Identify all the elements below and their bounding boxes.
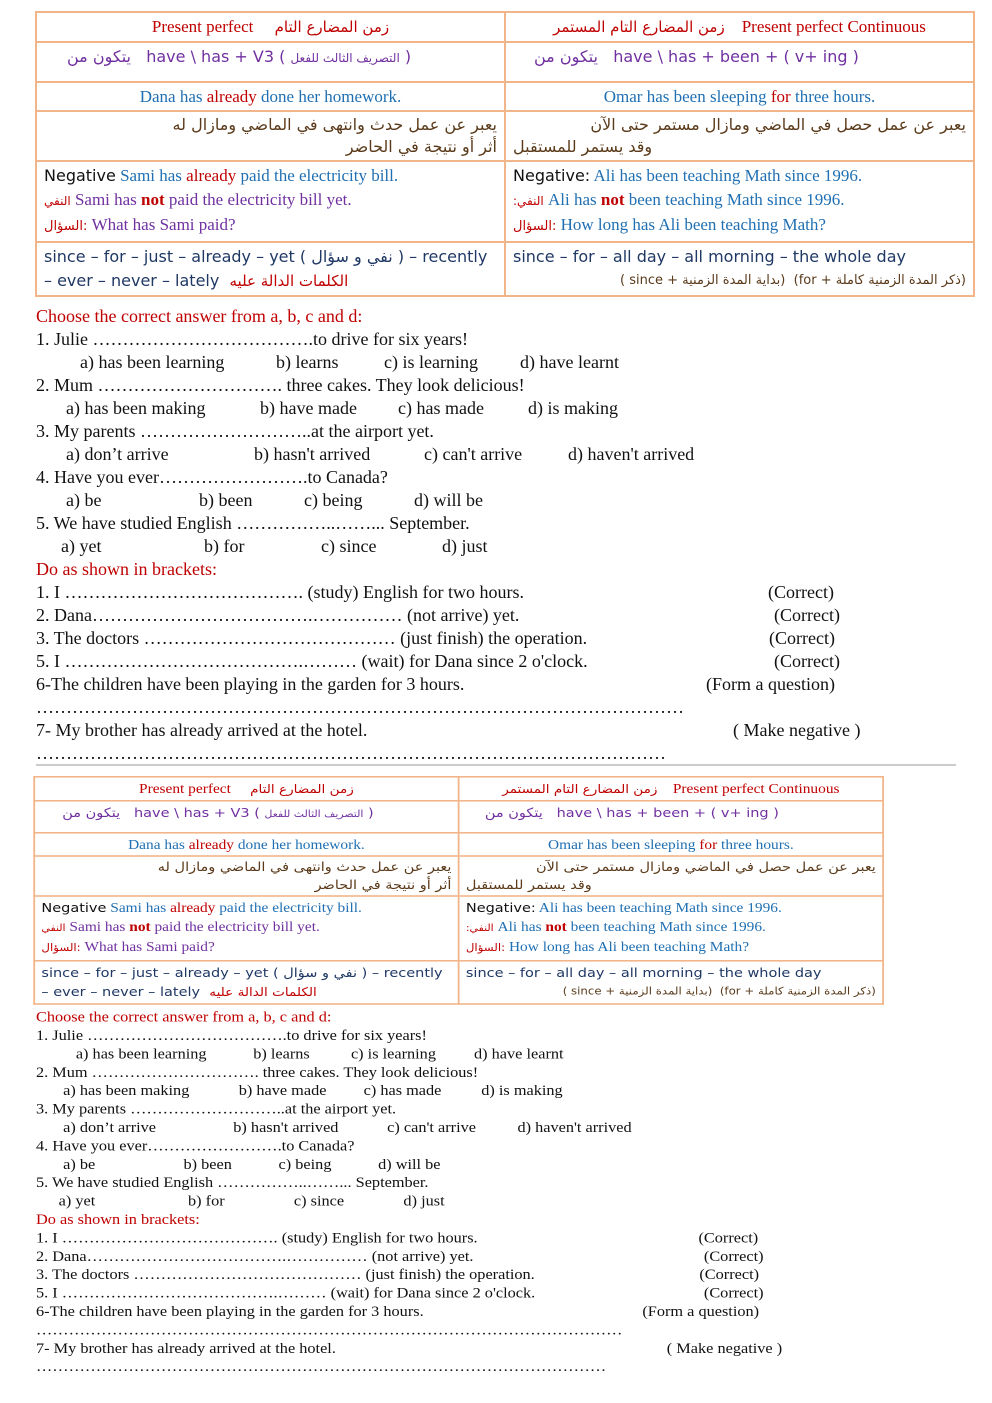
pp-example-already: already bbox=[206, 87, 257, 106]
option-d: d) will be bbox=[414, 490, 483, 510]
pp-words-3: – ever – never – lately bbox=[44, 271, 220, 290]
question-5: 5. We have studied English ……………..……... September. bbox=[36, 513, 470, 533]
title-row bbox=[34, 777, 883, 801]
title-row bbox=[36, 12, 974, 42]
pp-nafi-ar: النفي bbox=[44, 194, 71, 208]
pp-words-label-ar: الكلمات الدالة عليه bbox=[229, 272, 349, 290]
pp-nafi-1: Sami has bbox=[74, 190, 137, 209]
question-5-options bbox=[36, 535, 956, 558]
ppc-words-1: since – for – all day – all morning – the whole day bbox=[465, 964, 822, 980]
pp-title: Present perfect bbox=[139, 780, 231, 796]
ppc-title: Present perfect Continuous bbox=[741, 17, 926, 36]
ppc-words-1: since – for – all day – all morning – the whole day bbox=[513, 247, 906, 266]
option-b: b) for bbox=[204, 536, 245, 556]
option-a: a) don’t arrive bbox=[66, 444, 169, 464]
option-d: d) just bbox=[442, 536, 488, 556]
ppc-nafi-2: been teaching Math since 1996. bbox=[628, 190, 845, 209]
ppc-form-ar: يتكون من bbox=[484, 804, 543, 820]
example-row bbox=[34, 833, 883, 856]
ppc-title: Present perfect Continuous bbox=[672, 780, 840, 796]
ppc-nafi-not: not bbox=[600, 190, 625, 209]
pp-q: What has Sami paid? bbox=[84, 939, 215, 955]
pp-usage-cell bbox=[36, 111, 505, 161]
question-3: 3. My parents ………………………..at the airport yet. bbox=[36, 421, 434, 441]
pp-usage-cell bbox=[34, 856, 458, 896]
bracket-item-7 bbox=[36, 1339, 869, 1357]
pp-neg-label: Negative bbox=[44, 166, 116, 185]
bracket-item-tag: (Correct) bbox=[768, 582, 834, 602]
option-c: c) is learning bbox=[384, 352, 478, 372]
ppc-keywords-cell bbox=[459, 961, 883, 1004]
pp-example-1: Dana has bbox=[128, 836, 185, 852]
pp-neg-1: Sami has bbox=[110, 900, 167, 916]
pp-use-ar-1: يعبر عن عمل حدث وانتهى في الماضي ومازال له bbox=[172, 115, 497, 134]
option-b: b) for bbox=[188, 1192, 225, 1209]
pp-title-cell bbox=[34, 777, 458, 801]
option-b: b) learns bbox=[276, 352, 339, 372]
pp-neg-already: already bbox=[170, 900, 216, 916]
ppc-negative-cell bbox=[459, 896, 883, 961]
pp-q-ar: السؤال: bbox=[41, 942, 81, 955]
pp-words-ar: نفي و سؤال bbox=[283, 964, 358, 980]
option-a: a) don’t arrive bbox=[63, 1119, 157, 1136]
ppc-keywords-cell bbox=[505, 242, 974, 296]
pp-words-1: since – for – just – already – yet ( bbox=[44, 247, 307, 266]
option-a: a) has been making bbox=[63, 1082, 190, 1099]
pp-example-2: done her homework. bbox=[237, 836, 365, 852]
ppc-nafi-ar: :النفي bbox=[465, 922, 494, 934]
bracket-item-tag: ( Make negative ) bbox=[733, 720, 861, 740]
bracket-item-tag: (Correct) bbox=[699, 1266, 760, 1283]
ppc-title-cell bbox=[505, 12, 974, 42]
pp-use-ar-2: أثر أو نتيجة في الحاضر bbox=[314, 876, 452, 892]
exercise-section bbox=[36, 305, 956, 765]
option-c: c) can't arrive bbox=[424, 444, 523, 464]
pp-form-ar: يتكون من bbox=[67, 47, 131, 66]
bracket-item-text: 6-The children have been playing in the garden for 3 hours. bbox=[36, 1303, 424, 1320]
ppc-words-for: (for + ذكر المدة الزمنية كاملة) bbox=[719, 985, 876, 998]
bracket-item-text: 1. I …………………………………. (study) English for two hours. bbox=[36, 1229, 478, 1246]
option-a: a) has been making bbox=[66, 398, 206, 418]
bracket-item-text: 1. I …………………………………. (study) English for two hours. bbox=[36, 582, 524, 602]
ppc-nafi-1: Ali has bbox=[547, 190, 597, 209]
pp-neg-2: paid the electricity bill. bbox=[240, 166, 399, 185]
bracket-item-5 bbox=[36, 650, 956, 673]
worksheet-copy-2 bbox=[36, 776, 934, 1392]
pp-nafi-not: not bbox=[141, 190, 165, 209]
ppc-use-ar-2: وقد يستمر للمستقبل bbox=[513, 137, 653, 156]
bracket-item-tag: ( Make negative ) bbox=[666, 1340, 783, 1356]
ppc-example-2: three hours. bbox=[721, 836, 794, 852]
question-2: 2. Mum …………………………. three cakes. They look delicious! bbox=[36, 375, 525, 395]
bracket-item-5 bbox=[36, 1284, 869, 1302]
pp-form-close: ) bbox=[404, 47, 412, 66]
ppc-title-cell bbox=[459, 777, 883, 801]
bracket-item-text: 7- My brother has already arrived at the hotel. bbox=[36, 720, 368, 740]
option-a: a) yet bbox=[61, 536, 102, 556]
option-b: b) hasn't arrived bbox=[254, 444, 371, 464]
ppc-example-1: Omar has been sleeping bbox=[603, 87, 767, 106]
question-2-options bbox=[36, 397, 956, 420]
bracket-item-tag: (Correct) bbox=[769, 628, 835, 648]
option-a: a) has been learning bbox=[75, 1045, 207, 1062]
option-b: b) have made bbox=[238, 1082, 327, 1099]
example-row bbox=[36, 82, 974, 111]
pp-nafi-1: Sami has bbox=[69, 919, 126, 935]
pp-nafi-ar: النفي bbox=[41, 922, 66, 934]
bracket-item-tag: (Correct) bbox=[698, 1229, 759, 1246]
option-d: d) have learnt bbox=[474, 1045, 564, 1062]
form-row bbox=[36, 42, 974, 82]
ppc-use-ar-2: وقد يستمر للمستقبل bbox=[465, 876, 592, 892]
exercise-heading-2: Do as shown in brackets: bbox=[36, 559, 217, 579]
keywords-row bbox=[36, 242, 974, 296]
option-a: a) be bbox=[66, 490, 102, 510]
usage-row bbox=[36, 111, 974, 161]
option-b: b) learns bbox=[253, 1045, 310, 1062]
pp-words-2: ) – recently bbox=[361, 964, 443, 980]
keywords-row bbox=[34, 961, 883, 1004]
option-d: d) just bbox=[403, 1192, 445, 1209]
grammar-table bbox=[35, 11, 975, 297]
bracket-item-tag: (Correct) bbox=[703, 1248, 764, 1264]
ppc-q-ar: السؤال: bbox=[513, 219, 557, 234]
negative-row bbox=[34, 896, 883, 961]
pp-example-cell bbox=[36, 82, 505, 111]
pp-form-cell bbox=[34, 801, 458, 833]
ppc-usage-cell bbox=[505, 111, 974, 161]
ppc-nafi-not: not bbox=[545, 919, 567, 935]
option-c: c) since bbox=[293, 1192, 345, 1209]
pp-nafi-2: paid the electricity bill yet. bbox=[168, 190, 352, 209]
bracket-item-text: 6-The children have been playing in the garden for 3 hours. bbox=[36, 674, 465, 694]
exercise-heading-2: Do as shown in brackets: bbox=[36, 1211, 200, 1228]
ppc-form: have \ has + been + ( v+ ing ) bbox=[613, 47, 859, 66]
pp-negative-cell bbox=[34, 896, 458, 961]
question-5: 5. We have studied English ……………..……... September. bbox=[36, 1174, 429, 1191]
question-3-options bbox=[36, 443, 956, 466]
ppc-form-cell bbox=[459, 801, 883, 833]
bracket-item-6 bbox=[36, 1302, 869, 1320]
bracket-item-2 bbox=[36, 1247, 869, 1265]
ppc-example-1: Omar has been sleeping bbox=[548, 836, 696, 852]
pp-form-ar: يتكون من bbox=[62, 804, 121, 820]
option-d: d) is making bbox=[481, 1082, 563, 1099]
option-c: c) since bbox=[321, 536, 377, 556]
answer-line-1[interactable]: ……………………………………………………………………………………………… bbox=[36, 1321, 623, 1338]
ppc-example-cell bbox=[459, 833, 883, 856]
ppc-nafi-ar: :النفي bbox=[513, 194, 544, 208]
option-d: d) is making bbox=[528, 398, 618, 418]
bracket-item-text: 3. The doctors …………………………………… (just finish) the operation. bbox=[36, 1266, 535, 1283]
pp-title-cell bbox=[36, 12, 505, 42]
ppc-usage-cell bbox=[459, 856, 883, 896]
option-a: a) yet bbox=[58, 1192, 96, 1209]
option-c: c) has made bbox=[398, 398, 484, 418]
pp-example-cell bbox=[34, 833, 458, 856]
option-b: b) been bbox=[199, 490, 253, 510]
pp-neg-1: Sami has bbox=[120, 166, 182, 185]
question-5-options bbox=[36, 1192, 869, 1210]
option-c: c) is learning bbox=[350, 1045, 436, 1062]
pp-nafi-not: not bbox=[129, 919, 151, 935]
bracket-item-tag: (Correct) bbox=[774, 605, 840, 625]
negative-row bbox=[36, 161, 974, 242]
pp-words-label-ar: الكلمات الدالة عليه bbox=[209, 984, 317, 1000]
option-d: d) haven't arrived bbox=[568, 444, 695, 464]
bracket-item-1 bbox=[36, 1229, 869, 1247]
option-b: b) been bbox=[183, 1156, 232, 1172]
question-4: 4. Have you ever…………………….to Canada? bbox=[36, 467, 388, 487]
bracket-item-tag: (Correct) bbox=[703, 1284, 764, 1301]
pp-form-cell bbox=[36, 42, 505, 82]
ppc-q-ar: السؤال: bbox=[465, 942, 506, 955]
bracket-item-text: 5. I ………………………………….……… (wait) for Dana since 2 o'clock. bbox=[36, 651, 588, 671]
option-c: c) can't arrive bbox=[387, 1119, 476, 1136]
bracket-item-text: 5. I ………………………………….……… (wait) for Dana since 2 o'clock. bbox=[36, 1284, 536, 1301]
pp-neg-2: paid the electricity bill. bbox=[219, 900, 362, 916]
pp-neg-already: already bbox=[186, 166, 237, 185]
ppc-use-ar-1: يعبر عن عمل حصل في الماضي ومازال مستمر حتى الآن bbox=[535, 859, 876, 875]
pp-words-3: – ever – never – lately bbox=[41, 984, 201, 1000]
pp-title-ar: زمن المضارع التام bbox=[274, 18, 390, 36]
bracket-item-text: 2. Dana……………………………….…………… (not arrive) yet. bbox=[36, 1248, 474, 1264]
ppc-title-ar: زمن المضارع التام المستمر bbox=[502, 781, 658, 796]
option-c: c) has made bbox=[363, 1082, 442, 1099]
option-b: b) have made bbox=[260, 398, 357, 418]
option-b: b) hasn't arrived bbox=[233, 1119, 339, 1136]
pp-example-already: already bbox=[188, 836, 235, 852]
ppc-nafi-1: Ali has bbox=[497, 919, 542, 935]
ppc-words-since: ( since + بداية المدة الزمنية) bbox=[562, 985, 713, 998]
bracket-item-tag: (Form a question) bbox=[706, 674, 835, 694]
form-row bbox=[34, 801, 883, 833]
pp-form-note-ar: التصريف الثالث للفعل bbox=[290, 51, 400, 65]
question-4-options bbox=[36, 1155, 869, 1173]
ppc-words-since: ( since + بداية المدة الزمنية) bbox=[619, 273, 786, 288]
exercise-section bbox=[36, 1008, 869, 1376]
ppc-form: have \ has + been + ( v+ ing ) bbox=[556, 804, 779, 820]
bracket-item-7 bbox=[36, 719, 956, 742]
bracket-item-text: 3. The doctors …………………………………… (just finish) the operation. bbox=[36, 628, 588, 648]
ppc-negative-cell bbox=[505, 161, 974, 242]
exercise-heading-1: Choose the correct answer from a, b, c and d: bbox=[36, 1008, 332, 1025]
pp-q: What has Sami paid? bbox=[91, 215, 236, 234]
pp-words-1: since – for – just – already – yet ( bbox=[41, 964, 279, 980]
option-c: c) being bbox=[278, 1156, 332, 1172]
ppc-example-for: for bbox=[770, 87, 791, 106]
ppc-neg: Ali has been teaching Math since 1996. bbox=[538, 900, 782, 916]
ppc-use-ar-1: يعبر عن عمل حصل في الماضي ومازال مستمر حتى الآن bbox=[590, 115, 966, 134]
ppc-form-ar: يتكون من bbox=[534, 47, 598, 66]
usage-row bbox=[34, 856, 883, 896]
bracket-item-1 bbox=[36, 581, 956, 604]
pp-example-1: Dana has bbox=[139, 87, 203, 106]
option-a: a) has been learning bbox=[80, 352, 225, 372]
pp-example-2: done her homework. bbox=[261, 87, 402, 106]
ppc-nafi-2: been teaching Math since 1996. bbox=[570, 919, 766, 935]
ppc-words-for: (for + ذكر المدة الزمنية كاملة) bbox=[793, 273, 966, 288]
option-d: d) will be bbox=[378, 1156, 441, 1172]
bracket-item-2 bbox=[36, 604, 956, 627]
ppc-neg-label: Negative: bbox=[465, 900, 536, 916]
bracket-item-tag: (Form a question) bbox=[642, 1303, 760, 1320]
pp-neg-label: Negative bbox=[41, 900, 107, 916]
ppc-neg: Ali has been teaching Math since 1996. bbox=[593, 166, 863, 185]
question-2-options bbox=[36, 1082, 869, 1100]
bracket-item-3 bbox=[36, 627, 956, 650]
ppc-title-ar: زمن المضارع التام المستمر bbox=[553, 18, 725, 36]
ppc-q: How long has Ali been teaching Math? bbox=[508, 939, 750, 955]
answer-line-2[interactable]: …………………………………………………………………………………………… bbox=[36, 1358, 607, 1375]
answer-line-2[interactable]: …………………………………………………………………………………………… bbox=[36, 743, 666, 763]
ppc-neg-label: Negative: bbox=[513, 166, 591, 185]
pp-title-ar: زمن المضارع التام bbox=[250, 781, 354, 796]
exercise-heading-1: Choose the correct answer from a, b, c and d: bbox=[36, 306, 363, 326]
ppc-example-cell bbox=[505, 82, 974, 111]
question-1-options bbox=[36, 1045, 869, 1063]
pp-form: have \ has + V3 ( bbox=[146, 47, 286, 66]
pp-form-note-ar: التصريف الثالث للفعل bbox=[264, 808, 364, 820]
question-1-options bbox=[36, 351, 956, 374]
option-c: c) being bbox=[304, 490, 363, 510]
pp-form-close: ) bbox=[368, 804, 374, 820]
bracket-item-6 bbox=[36, 673, 956, 696]
question-4: 4. Have you ever…………………….to Canada? bbox=[36, 1137, 355, 1154]
question-3-options bbox=[36, 1118, 869, 1136]
ppc-q: How long has Ali been teaching Math? bbox=[560, 215, 826, 234]
ppc-form-cell bbox=[505, 42, 974, 82]
pp-keywords-cell bbox=[34, 961, 458, 1004]
pp-negative-cell bbox=[36, 161, 505, 242]
page-divider bbox=[36, 764, 956, 766]
option-d: d) have learnt bbox=[520, 352, 619, 372]
bracket-item-text: 2. Dana……………………………….…………… (not arrive) yet. bbox=[36, 605, 520, 625]
ppc-example-2: three hours. bbox=[794, 87, 876, 106]
pp-q-ar: السؤال: bbox=[44, 219, 88, 234]
ppc-example-for: for bbox=[699, 836, 718, 852]
grammar-table bbox=[33, 776, 884, 1005]
pp-words-ar: نفي و سؤال bbox=[311, 247, 393, 266]
question-1: 1. Julie ……………………………….to drive for six years! bbox=[36, 329, 468, 349]
pp-nafi-2: paid the electricity bill yet. bbox=[154, 919, 320, 935]
pp-title: Present perfect bbox=[151, 17, 254, 36]
pp-form: have \ has + V3 ( bbox=[133, 804, 260, 820]
pp-use-ar-2: أثر أو نتيجة في الحاضر bbox=[345, 137, 497, 156]
pp-keywords-cell bbox=[36, 242, 505, 296]
option-a: a) be bbox=[63, 1156, 96, 1172]
option-d: d) haven't arrived bbox=[517, 1119, 632, 1136]
pp-words-2: ) – recently bbox=[397, 247, 488, 266]
question-1: 1. Julie ……………………………….to drive for six years! bbox=[36, 1027, 427, 1044]
pp-use-ar-1: يعبر عن عمل حدث وانتهى في الماضي ومازال له bbox=[157, 859, 452, 875]
question-2: 2. Mum …………………………. three cakes. They look delicious! bbox=[36, 1064, 479, 1080]
question-3: 3. My parents ………………………..at the airport yet. bbox=[36, 1100, 397, 1117]
answer-line-1[interactable]: ……………………………………………………………………………………………… bbox=[36, 697, 684, 717]
question-4-options bbox=[36, 489, 956, 512]
bracket-item-text: 7- My brother has already arrived at the hotel. bbox=[36, 1340, 336, 1356]
bracket-item-3 bbox=[36, 1266, 869, 1284]
bracket-item-tag: (Correct) bbox=[774, 651, 840, 671]
